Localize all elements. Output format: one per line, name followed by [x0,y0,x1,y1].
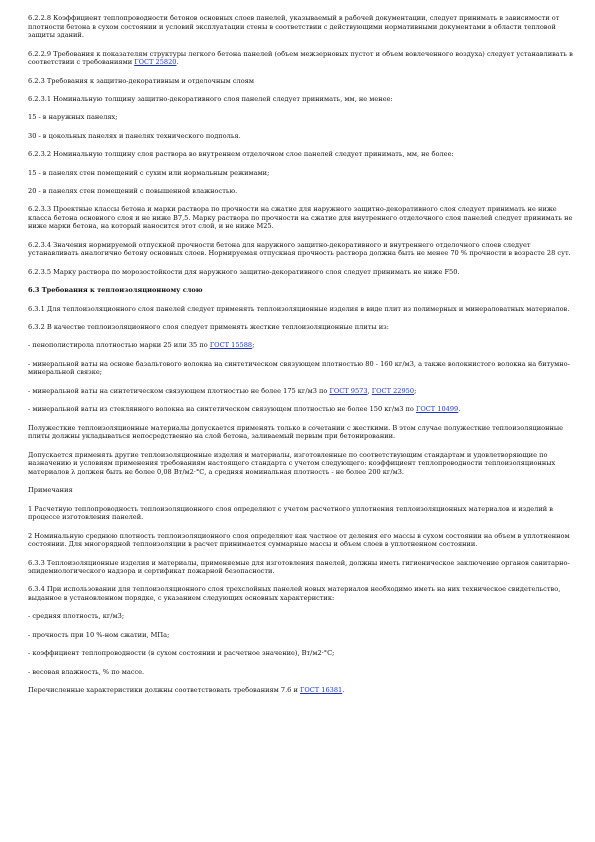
paragraph [28,360,573,377]
paragraph-text: 6.2.3.1 Номинальную толщину защитно-декоративного слоя панелей следует принимать, мм, не менее: [28,94,393,103]
paragraph-text: . [342,686,345,695]
paragraph-text: Перечисленные характеристики должны соответствовать требованиям 7.6 и [28,686,300,695]
paragraph-text: 6.2.3.5 Марку раствора по морозостойкости для наружного защитно-декоративного слоя следует принимать не ниже F50. [28,267,460,276]
paragraph [28,14,573,40]
paragraph [28,424,573,441]
paragraph-text: 6.2.3.3 Проектные классы бетона и марки раствора по прочности на сжатие для наружного защитно-декоративного слоя следует принимать не ниже класса бетона основного слоя и не ниже В7,5. Марку раствора по прочности на сжатие для внутреннего отделочного слоя панелей следует принимать не ниже марки бетона, на который наносится этот слой, и не ниже М25. [28,205,573,231]
paragraph-text: 6.2.2.8 Коэффициент теплопроводности бетонов основных слоев панелей, указываемый в рабочей документации, следует принимать в зависимости от плотности бетона в сухом состоянии и условий эксплуатации стены в соответствии с действующими нормативными документами в области тепловой защиты зданий. [28,14,560,40]
standard-link[interactable]: ГОСТ 22950 [371,386,415,395]
paragraph-text: Полужесткие теплоизоляционные материалы допускается применять только в сочетании с жесткими. В этом случае полужесткие теплоизоляционные плиты должны укладываться непосредственно на слой бетона, заливаемый первым при бетонировании. [28,423,564,441]
paragraph-text: 6.3.1 Для теплоизоляционного слоя панелей следует применять теплоизоляционные изделия в виде плит из полимерных и минераловатных материалов. [28,304,570,313]
paragraph-text: ; [414,386,417,395]
paragraph-text: 6.3.2 В качестве теплоизоляционного слоя следует применять жесткие теплоизоляционные плиты из: [28,323,389,332]
paragraph-text: 6.3.4 При использовании для теплоизоляционного слоя трехслойных панелей новых материалов необходимо иметь на них техническое свидетельство, выданное в установленном порядке, с указанием следующих основных характеристик: [28,585,561,603]
paragraph-text: 15 - в наружных панелях; [28,113,118,122]
standard-link[interactable]: ГОСТ 15588 [209,341,253,350]
paragraph-text: 6.2.3.4 Значения нормируемой отпускной прочности бетона для наружного защитно-декоративного и внутреннего отделочного слоев следует устанавливать аналогично бетону основных слоев. Нормируемая отпускная прочность раствора должна быть не менее 70 % прочности в возрасте 28 сут. [28,240,571,258]
paragraph-text: Примечания [28,486,73,495]
paragraph [28,451,573,477]
paragraph [28,268,573,277]
paragraph [28,649,573,658]
standard-link[interactable]: ГОСТ 25820 [134,58,177,67]
paragraph [28,187,573,196]
paragraph [28,559,573,576]
paragraph [28,686,573,695]
paragraph-text: - весовая влажность, % по массе. [28,667,145,676]
standard-link[interactable]: ГОСТ 9573 [329,386,368,395]
paragraph-text: 6.2.3.2 Номинальную толщину слоя раствора во внутреннем отделочном слое панелей следует принимать, мм, не более: [28,150,454,159]
paragraph-text: - минеральной ваты на синтетическом связующем плотностью не более 175 кг/м3 по [28,386,330,395]
paragraph [28,612,573,621]
paragraph-text: 15 - в панелях стен помещений с сухим или нормальным режимами; [28,168,270,177]
paragraph-text: 20 - в панелях стен помещений с повышенной влажностью. [28,186,238,195]
paragraph [28,631,573,640]
paragraph [28,486,573,495]
paragraph-text: . [458,405,461,414]
paragraph [28,113,573,122]
paragraph [28,205,573,231]
section-heading-text: 6.3 Требования к теплоизоляционному слою [28,286,203,295]
paragraph [28,387,573,396]
paragraph-text: ; [252,341,255,350]
paragraph-text: 6.3.3 Теплоизоляционные изделия и материалы, применяемые для изготовления панелей, должны иметь гигиеническое заключение органов санитарно-эпидемиологического надзора и сертификат пожарной безопасности. [28,558,570,576]
paragraph-text: - минеральной ваты из стеклянного волокна на синтетическом связующем плотностью не более 150 кг/м3 по [28,405,416,414]
standard-link[interactable]: ГОСТ 16381 [299,686,343,695]
paragraph [28,95,573,104]
paragraph [28,341,573,350]
paragraph-text: . [176,58,179,67]
paragraph [28,505,573,522]
paragraph-text: - средняя плотность, кг/м3; [28,612,125,621]
standard-link[interactable]: ГОСТ 10499 [415,405,459,414]
paragraph-text: 30 - в цокольных панелях и панелях технического подполья. [28,131,241,140]
paragraph [28,150,573,159]
paragraph [28,305,573,314]
paragraph-text: 6.2.2.9 Требования к показателям структуры легкого бетона панелей (объем межзерновых пустот и объем вовлеченного воздуха) следует устанавливать в соответствии с требованиями [28,49,573,67]
paragraph-text: 6.2.3 Требования к защитно-декоративным и отделочным слоям [28,76,254,85]
paragraph-text: Допускается применять другие теплоизоляционные изделия и материалы, изготовленные по соответствующим стандартам и удовлетворяющие по назначению и условиям применения требованиям настоящего стандарта с учетом следующего: коэффициент теплопроводности теплоизоляционных материалов λ должен быть не более 0,08 Вт/м2·°С, а средняя номинальная плотность - не более 200 кг/м3. [28,450,556,476]
paragraph-text: - минеральной ваты на основе базальтового волокна на синтетическом связующем плотностью 80 - 160 кг/м3, а также волокнистого волокна на битумно-минеральной связке; [28,359,570,377]
paragraph [28,323,573,332]
paragraph [28,241,573,258]
paragraph-text: - пенополистирола плотностью марки 25 или 35 по [28,341,210,350]
paragraph [28,405,573,414]
paragraph [28,77,573,86]
document-body [28,14,573,704]
paragraph [28,668,573,677]
paragraph [28,132,573,141]
paragraph-text: 1 Расчетную теплопроводность теплоизоляционного слоя определяют с учетом расчетного уплотнения теплоизоляционных материалов и изделий в процессе изготовления панелей. [28,504,553,522]
paragraph-text: 2 Номинальную среднюю плотность теплоизоляционного слоя определяют как частное от деления его массы в сухом состоянии на объем в уплотненном состоянии. Для многорядной теплоизоляции в расчет принимается суммарные массы и объем слоев в уплотненном состоянии. [28,531,570,549]
paragraph-text: - прочность при 10 %-ном сжатии, МПа; [28,630,170,639]
paragraph [28,286,573,295]
paragraph [28,50,573,67]
paragraph [28,532,573,549]
paragraph [28,585,573,602]
paragraph-text: , [367,386,372,395]
paragraph [28,169,573,178]
paragraph-text: - коэффициент теплопроводности (в сухом состоянии и расчетное значение), Вт/м2·°С; [28,649,335,658]
